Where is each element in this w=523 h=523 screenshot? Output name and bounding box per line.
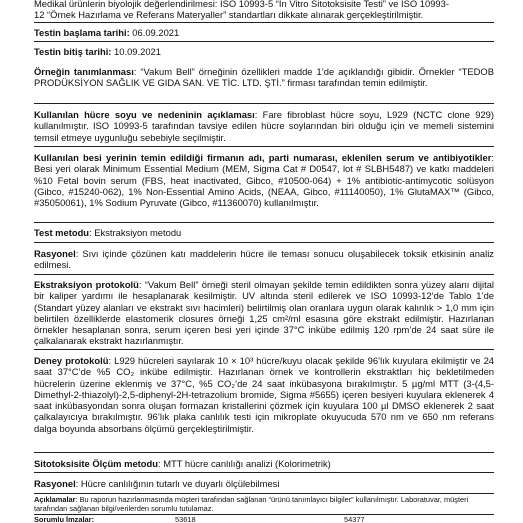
method-section xyxy=(34,227,494,238)
divider xyxy=(34,41,494,42)
divider xyxy=(34,22,494,23)
cell-line-label: Kullanılan hücre soyu ve nedeninin açıklaması xyxy=(34,109,255,120)
footer-notes xyxy=(34,495,494,513)
rasyonel-text: : Sıvı içinde çözünen katı maddelerin hücre ile teması sonucu oluşabilecek toksik etkisinin analiz edilmesi. xyxy=(34,248,494,271)
signature-1: 53618 xyxy=(175,515,196,523)
cytotoxicity-section xyxy=(34,458,494,469)
divider xyxy=(34,349,494,350)
assay-label: Deney protokolü xyxy=(34,355,109,366)
footer-label: Açıklamalar xyxy=(34,495,76,504)
sample-section xyxy=(34,66,494,89)
rasyonel-2-section xyxy=(34,478,494,489)
intro-text xyxy=(34,0,494,21)
rasyonel-section xyxy=(34,248,494,271)
divider xyxy=(34,274,494,275)
signatures-label: Sorumlu İmzalar: xyxy=(34,515,94,523)
extraction-label: Ekstraksiyon protokolü xyxy=(34,279,139,290)
divider xyxy=(34,103,494,104)
intro-line-1: Medikal ürünlerin biyolojik değerlendirilmesi: ISO 10993-5 “İn Vitro Sitotoksisite Testi” ve ISO 10993- xyxy=(34,0,449,9)
cytotoxicity-text: : MTT hücre canlılığı analizi (Kolorimetrik) xyxy=(157,458,331,469)
footer-text: : Bu raporun hazırlanmasında müşteri tarafından sağlanan “ürünü tanımlayıcı bilgiler” kullanılmıştır. Laboratuvar, müşteri tarafından sağlanan bilgi/verilerden sorumlu tutulamaz. xyxy=(34,495,469,513)
divider xyxy=(34,493,494,494)
signature-2: 54377 xyxy=(344,515,365,523)
rasyonel-2-text: : Hücre canlılığının tutarlı ve duyarlı ölçülebilmesi xyxy=(75,478,280,489)
extraction-text: : “Vakum Bell” örneği steril olmayan şekilde temin edildikten sonra yüzey alanı dijital bir kaliper yardımı ile hesaplanarak kesilmiştir. UV altında steril edilerek ve ISO 10993-12’de Tablo 1’de (Standart yüzey alanları ve ekstrakt sıvı hacimleri) belirtilmiş olan oranlara uygun olarak kalınlık > 1,0 mm için belirtilen özelliklerde elastomerik closures örneği 1,25 cm²/ml esasına göre ekstrakt edilmiştir. Hazırlanan örnekler hesaplanan sonra, serum içeren besi yeri içinde 37°C inkübe edilmiş 120 rpm’de 24 saat süre ile çalkalanarak ekstrakt hazırlanmıştır. xyxy=(34,279,494,347)
divider xyxy=(34,146,494,147)
cell-line-text: : Fare fibroblast hücre soyu, L929 (NCTC clone 929) kullanılmıştır. ISO 10993-5 tarafından tavsiye edilen hücre soylarından biri olduğu için ve memeli sistemini temsil etmeye uygunluğu sebebiyle seçilmiştir. xyxy=(34,109,494,143)
sample-text: : “Vakum Bell” örneğinin özellikleri madde 1’de açıklandığı gibidir. Örnekler “TEDOB PRODÜKSİYON SAĞLIK VE GIDA SAN. VE TİC. LTD. ŞTİ.” firması tarafından temin edilmiştir. xyxy=(34,66,494,89)
divider xyxy=(34,242,494,243)
end-date-label: Testin bitiş tarihi: xyxy=(34,46,112,57)
start-date-label: Testin başlama tarihi: xyxy=(34,27,130,38)
intro-line-2: 12 “Örnek Hazırlama ve Referans Materyaller” standartları dikkate alınarak gerçekleştirilmiştir. xyxy=(34,9,424,21)
divider xyxy=(34,472,494,473)
medium-text: : Besi yeri olarak Minimum Essential Medium (MEM, Sigma Cat # D0547, lot # SLBH5487) ve katkı maddeleri %10 Fetal bovin serum (FBS, heat inactivated, Gibco, #10500-064) + 1% antibiotic-antimycotic solüsyon (Gibco, #15240-062), 1% Non-Essential Amino Acids, (NEAA, Gibco, #11140050), 1% GlutaMAX™ (Gibco, #35050061), 1% Sodium Pyruvate (Gibco, #11360070) kullanılmıştır. xyxy=(34,152,494,209)
divider xyxy=(34,452,494,453)
extraction-section xyxy=(34,279,494,347)
start-date-value: 06.09.2021 xyxy=(129,27,180,38)
assay-section xyxy=(34,355,494,434)
medium-section xyxy=(34,152,494,208)
signature-row xyxy=(34,515,494,523)
assay-text: : L929 hücreleri sayılarak 10 × 10³ hücre/kuyu olacak şekilde 96’lık kuyulara ekilmiştir ve 24 saat 37°C’de %5 CO₂ inkübe edilmiştir. Hazırlanan örnek ve kontrollerin ekstraktları hiç bekletilmeden hücrelerin üzerine eklenmiş ve 37°C, %5 CO₂’de 24 saat inkübasyona bırakılmıştır. 5 µg/ml MTT (3-(4,5-Dimethyl-2-thiazolyl)-2,5-diphenyl-2H-tetrazolium bromide, Sigma #5655) içeren besiyeri kuyulara eklenerek 4 saat inkübasyondan sonra oluşan formazan kristallerini çözmek için kuyulara 100 µl DMSO eklenerek 2 saat çalkalayıcıya bırakılmıştır. 96’lık plaka canlılık testi için mikroplate okuyucuda 570 nm ve 650 nm referans dalga boyunda absorbans ölçümü gerçekleştirilmiştir. xyxy=(34,355,495,434)
end-date-value: 10.09.2021 xyxy=(111,46,161,57)
sample-label: Örneğin tanımlanması xyxy=(34,66,134,77)
medium-label: Kullanılan besi yerinin temin edildiği firmanın adı, parti numarası, eklenilen serum ve antibiyotikler xyxy=(34,152,492,163)
start-date xyxy=(34,27,494,38)
cytotoxicity-label: Sitotoksisite Ölçüm metodu xyxy=(34,458,158,469)
method-label: Test metodu xyxy=(34,227,90,238)
divider xyxy=(34,222,494,223)
end-date xyxy=(34,46,494,57)
method-text: : Ekstraksiyon metodu xyxy=(89,227,182,238)
rasyonel-2-label: Rasyonel xyxy=(34,478,76,489)
rasyonel-label: Rasyonel xyxy=(34,248,76,259)
cell-line-section xyxy=(34,109,494,143)
